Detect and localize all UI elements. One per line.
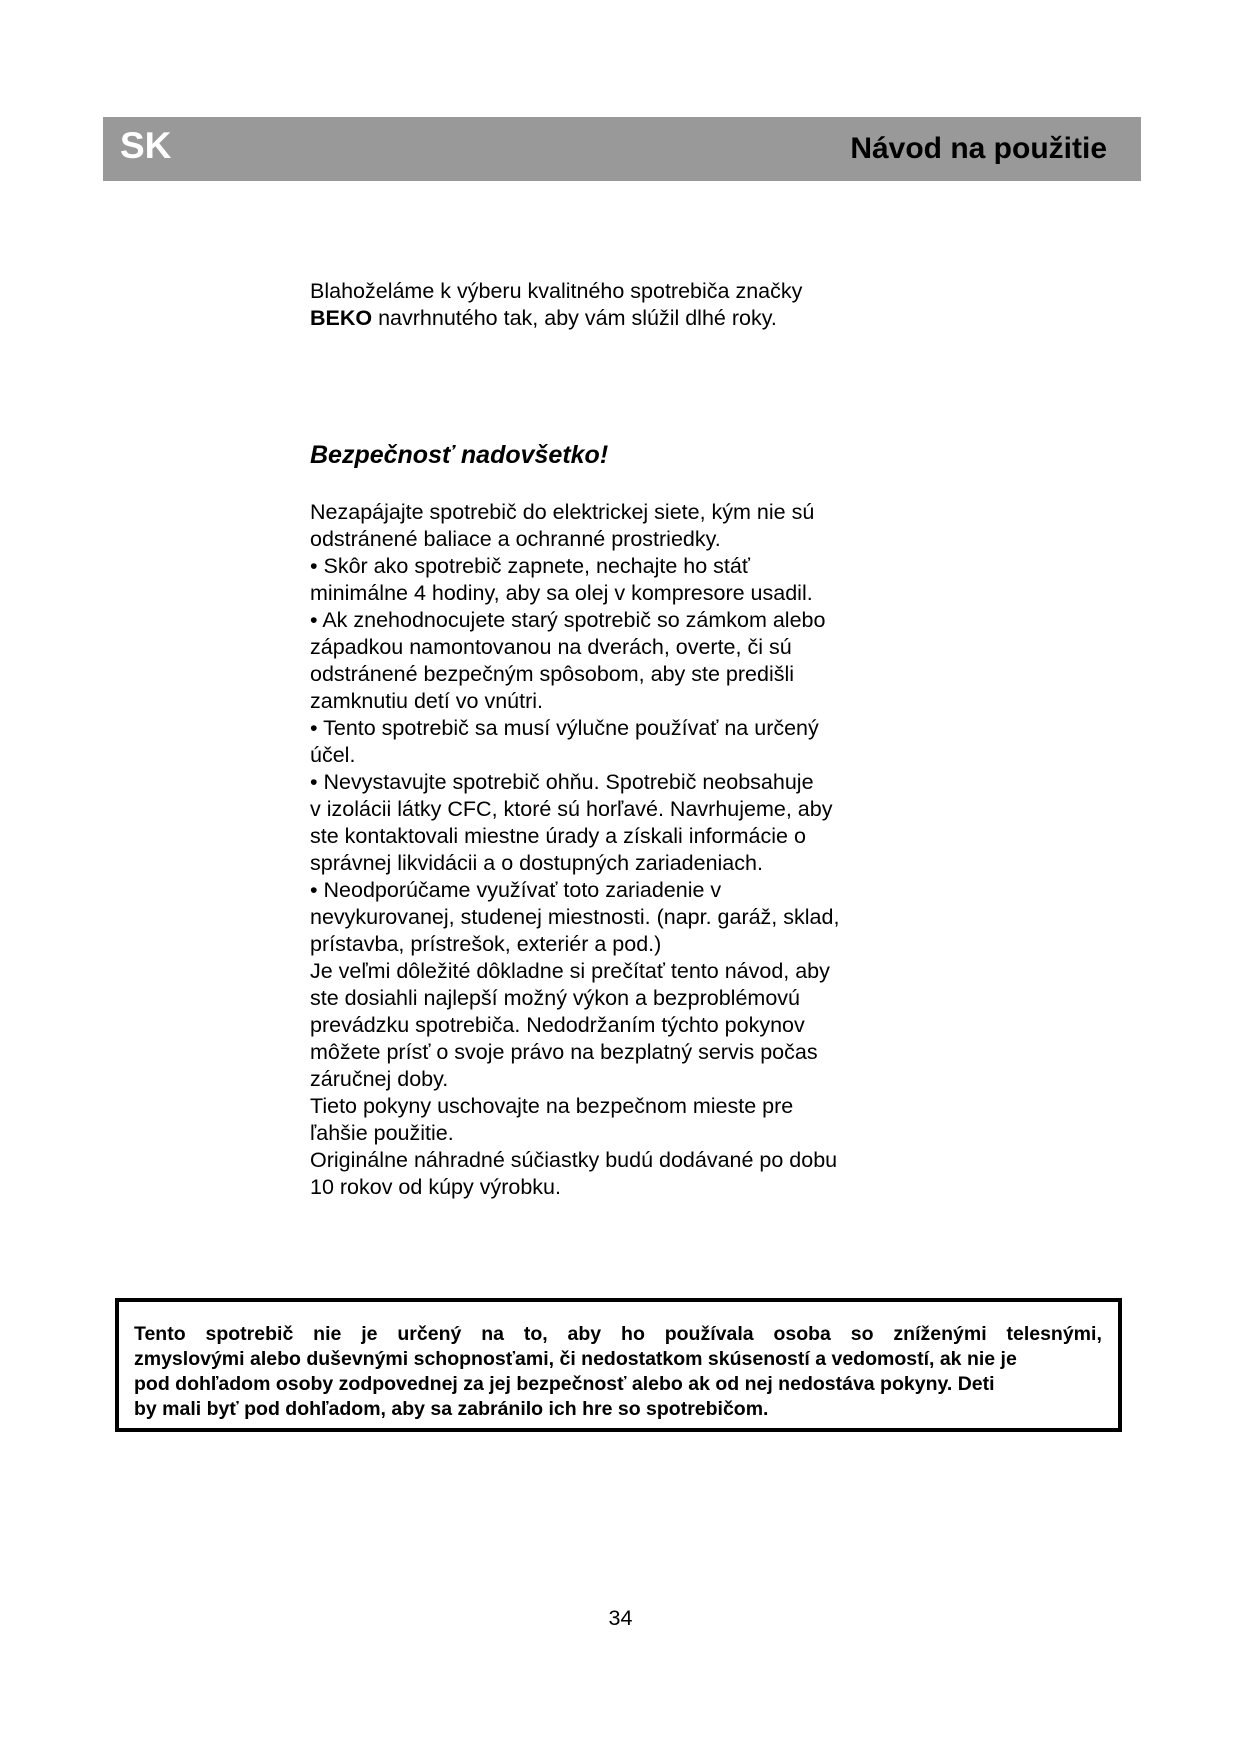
manual-title: Návod na použitie [850, 132, 1107, 165]
safety-line: Originálne náhradné súčiastky budú dodávané po dobu [310, 1148, 838, 1172]
safety-line: • Tento spotrebič sa musí výlučne používať na určený [310, 716, 819, 740]
safety-line: môžete prísť o svoje právo na bezplatný servis počas [310, 1040, 818, 1064]
notice-word: používala [664, 1323, 754, 1345]
safety-line: nevykurovanej, studenej miestnosti. (napr. garáž, sklad, [310, 905, 840, 929]
safety-line: • Neodporúčame využívať toto zariadenie v [310, 878, 722, 902]
safety-heading: Bezpečnosť nadovšetko! [310, 441, 609, 469]
safety-line: ste dosiahli najlepší možný výkon a bezproblémovú [310, 986, 800, 1010]
safety-line: • Ak znehodnocujete starý spotrebič so zámkom alebo [310, 608, 826, 632]
safety-line: záručnej doby. [310, 1067, 449, 1091]
notice-word: určený [397, 1323, 462, 1345]
notice-word: Tento [134, 1323, 186, 1345]
safety-line: minimálne 4 hodiny, aby sa olej v kompresore usadil. [310, 581, 813, 605]
notice-line-1 [134, 1322, 1102, 1347]
notice-word: so [850, 1323, 874, 1345]
safety-line: prevádzku spotrebiča. Nedodržaním týchto pokynov [310, 1013, 805, 1037]
header-bar [103, 117, 1141, 181]
safety-line: Tieto pokyny uschovajte na bezpečnom mieste pre [310, 1094, 794, 1118]
safety-line: západkou namontovanou na dverách, overte, či sú [310, 635, 792, 659]
safety-text [310, 499, 930, 1201]
safety-line: správnej likvidácii a o dostupných zariadeniach. [310, 851, 763, 875]
safety-line: 10 rokov od kúpy výrobku. [310, 1175, 561, 1199]
brand-name: BEKO [310, 306, 373, 330]
safety-line: • Nevystavujte spotrebič ohňu. Spotrebič neobsahuje [310, 770, 814, 794]
notice-line-2: zmyslovými alebo duševnými schopnosťami, či nedostatkom skúseností a vedomostí, ak nie je [134, 1348, 1017, 1370]
safety-line: ľahšie použitie. [310, 1121, 454, 1145]
safety-line: odstránené baliace a ochranné prostriedky. [310, 527, 721, 551]
safety-line: odstránené bezpečným spôsobom, aby ste predišli [310, 662, 795, 686]
safety-line: Nezapájajte spotrebič do elektrickej siete, kým nie sú [310, 500, 815, 524]
notice-line-4: by mali byť pod dohľadom, aby sa zabránilo ich hre so spotrebičom. [134, 1398, 769, 1420]
language-code: SK [120, 125, 172, 166]
notice-word: ho [621, 1323, 645, 1345]
intro-line-2-rest: navrhnutého tak, aby vám slúžil dlhé roky. [372, 306, 777, 330]
safety-line: účel. [310, 743, 356, 767]
safety-line: Je veľmi dôležité dôkladne si prečítať tento návod, aby [310, 959, 830, 983]
notice-word: telesnými, [1006, 1323, 1102, 1345]
intro-paragraph [310, 278, 930, 332]
warning-notice-box [115, 1298, 1122, 1432]
notice-word: zníženými [893, 1323, 987, 1345]
intro-line-2 [310, 305, 930, 332]
safety-line: prístavba, prístrešok, exteriér a pod.) [310, 932, 662, 956]
notice-word: osoba [773, 1323, 831, 1345]
notice-line-3: pod dohľadom osoby zodpovednej za jej bezpečnosť alebo ak od nej nedostáva pokyny. Deti [134, 1373, 995, 1395]
notice-word: to, [523, 1323, 548, 1345]
notice-word: na [481, 1323, 504, 1345]
intro-line-1: Blahoželáme k výberu kvalitného spotrebiča značky [310, 279, 803, 303]
notice-word: nie [313, 1323, 342, 1345]
page-number: 34 [608, 1606, 633, 1630]
warning-notice-text [134, 1322, 1102, 1422]
safety-line: ste kontaktovali miestne úrady a získali informácie o [310, 824, 806, 848]
notice-word: je [361, 1323, 378, 1345]
safety-line: zamknutiu detí vo vnútri. [310, 689, 544, 713]
notice-word: spotrebič [205, 1323, 294, 1345]
notice-word: aby [567, 1323, 602, 1345]
safety-line: • Skôr ako spotrebič zapnete, nechajte ho stáť [310, 554, 750, 578]
safety-line: v izolácii látky CFC, ktoré sú horľavé. Navrhujeme, aby [310, 797, 833, 821]
